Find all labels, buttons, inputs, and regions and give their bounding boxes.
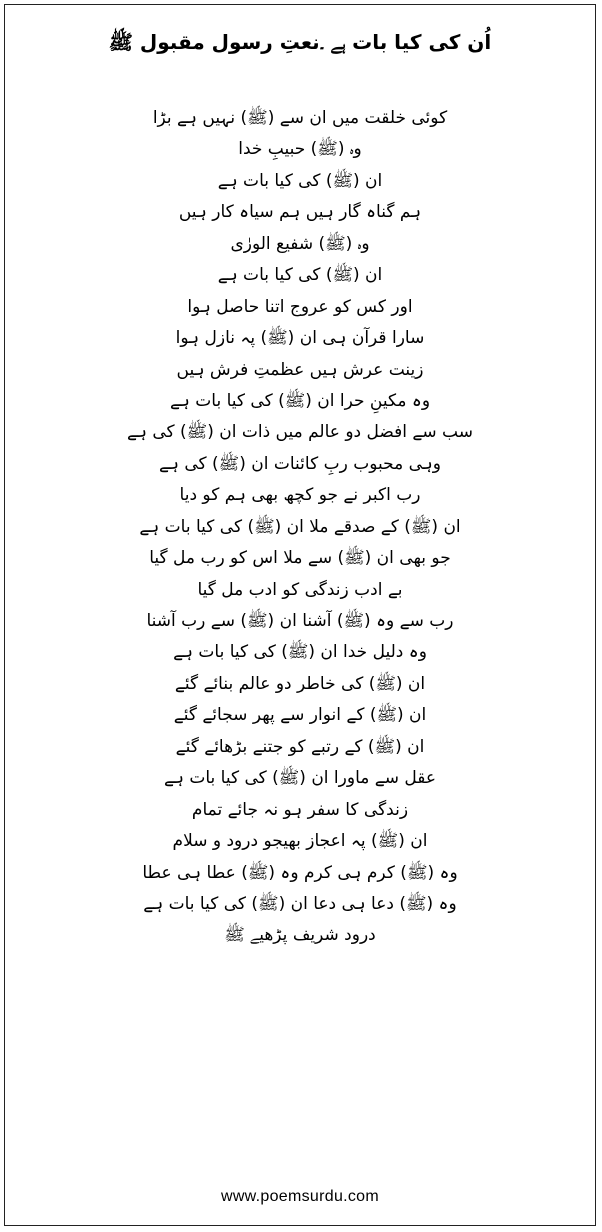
verse-line: جو بھی ان (ﷺ) سے ملا اس کو رب مل گیا [149, 548, 451, 569]
poem-title: اُن کی کیا بات ہے ۔نعتِ رسول مقبول ﷺ [108, 30, 492, 54]
verse-line: وہی محبوب ربِ کائنات ان (ﷺ) کی ہے [159, 453, 441, 474]
verse-line: رب اکبر نے جو کچھ بھی ہم کو دیا [179, 485, 421, 506]
verse-line: ہم گناہ گار ہیں ہم سیاہ کار ہیں [178, 202, 422, 223]
verse-line: سب سے افضل دو عالم میں ذات ان (ﷺ) کی ہے [127, 422, 473, 443]
verse-line: بے ادب زندگی کو ادب مل گیا [197, 579, 403, 600]
verse-line: ان (ﷺ) کی کیا بات ہے [217, 170, 383, 191]
verse-line: ان (ﷺ) کے انوار سے پھر سجائے گئے [173, 705, 427, 726]
verse-line: ان (ﷺ) کے صدقے ملا ان (ﷺ) کی کیا بات ہے [139, 516, 461, 537]
verse-line: ان (ﷺ) کی خاطر دو عالم بنائے گئے [174, 673, 426, 694]
verse-line: وہ (ﷺ) کرم ہی کرم وہ (ﷺ) عطا ہی عطا [142, 862, 458, 883]
verse-line: زندگی کا سفر ہو نہ جائے تمام [191, 799, 409, 820]
verse-line: زینت عرش ہیں عظمتِ فرش ہیں [176, 359, 424, 380]
website-footer: www.poemsurdu.com [220, 1188, 380, 1205]
verse-line: وہ دلیل خدا ان (ﷺ) کی کیا بات ہے [173, 642, 427, 663]
verse-line: اور کس کو عروج اتنا حاصل ہوا [187, 296, 413, 317]
verse-line: وہ مکینِ حرا ان (ﷺ) کی کیا بات ہے [169, 390, 431, 411]
verse-line: ان (ﷺ) کے رتبے کو جتنے بڑھائے گئے [175, 736, 425, 757]
verse-line: وہ (ﷺ) دعا ہی دعا ان (ﷺ) کی کیا بات ہے [143, 893, 457, 914]
verse-line: رب سے وہ (ﷺ) آشنا ان (ﷺ) سے رب آشنا [146, 611, 454, 631]
verse-line: وہ (ﷺ) حبیبِ خدا [238, 139, 362, 160]
verse-line: کوئی خلقت میں ان سے (ﷺ) نہیں ہے بڑا [152, 108, 448, 128]
poem-body [5, 103, 595, 952]
verse-line: وہ (ﷺ) شفیع الورٰی [230, 233, 370, 254]
verse-line: عقل سے ماورا ان (ﷺ) کی کیا بات ہے [164, 768, 436, 789]
page-frame [4, 4, 596, 1226]
verse-line: سارا قرآن ہی ان (ﷺ) پہ نازل ہوا [175, 328, 425, 349]
verse-line: ان (ﷺ) پہ اعجاز بھیجو درود و سلام [172, 831, 428, 852]
verse-line: ان (ﷺ) کی کیا بات ہے [217, 265, 383, 286]
verse-line: درود شریف پڑھیے ﷺ [224, 925, 376, 946]
